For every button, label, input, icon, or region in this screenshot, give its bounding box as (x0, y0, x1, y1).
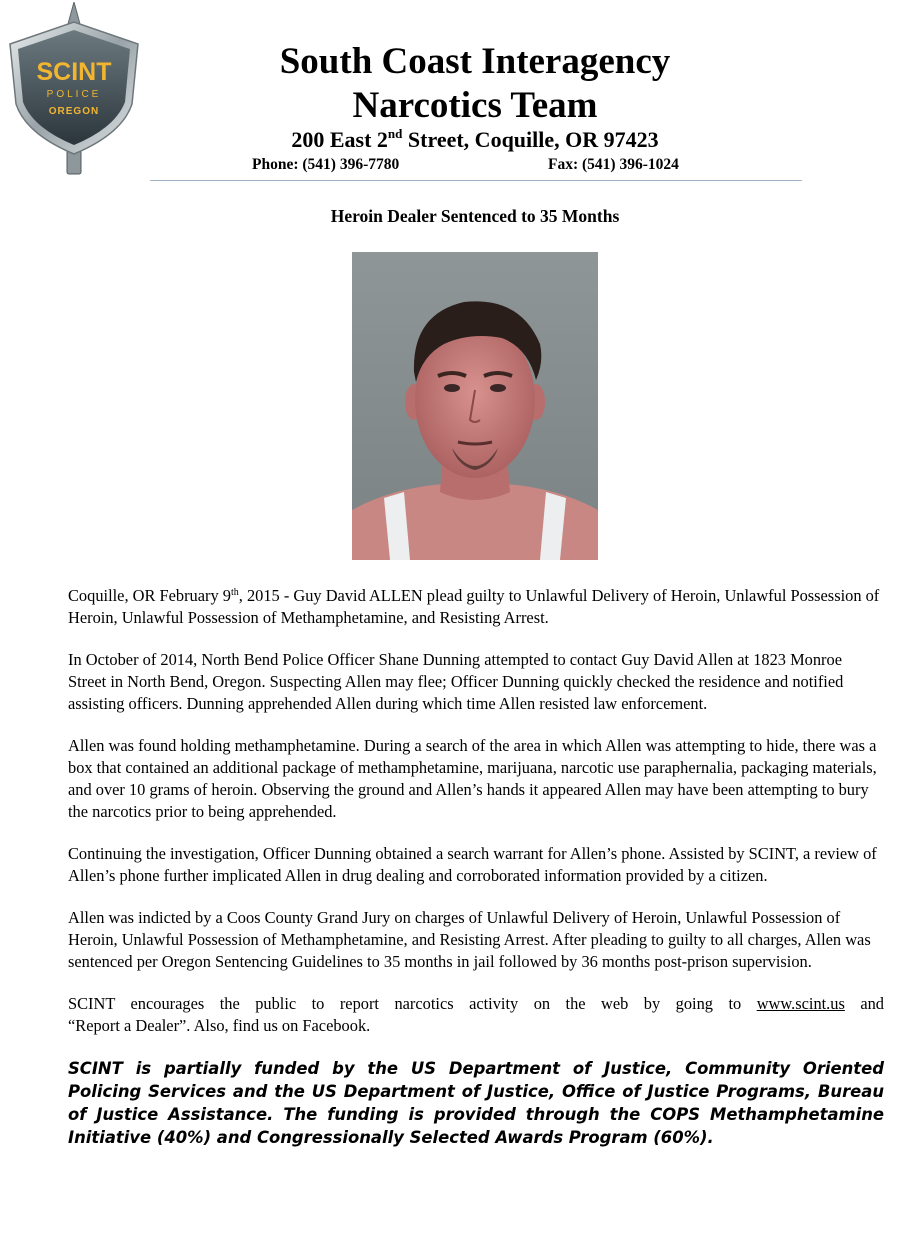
paragraph-plea (68, 585, 884, 629)
scint-police-badge-logo (4, 2, 144, 177)
paragraph-investigation: Continuing the investigation, Officer Dunning obtained a search warrant for Allen’s phone. Assisted by SCINT, a review of Allen’s phone further implicated Allen in drug dealing and corroborated information provided by a citizen. (68, 844, 877, 885)
mugshot-photo (352, 252, 598, 560)
address-part-2: Street, Coquille, OR 97423 (402, 127, 659, 152)
report-line-2: “Report a Dealer”. Also, find us on Facebook. (68, 1016, 371, 1035)
paragraph-search: Allen was found holding methamphetamine. During a search of the area in which Allen was attempting to hide, there was a box that contained an additional package of methamphetamine, marijuana, narcotic use paraphernalia, packaging materials, and over 10 grams of heroin. Observing the ground and Allen’s hands it appeared Allen may have been attempting to bury the narcotics prior to being apprehended. (68, 736, 877, 821)
scint-website-link[interactable]: www.scint.us (756, 994, 845, 1013)
press-release-headline: Heroin Dealer Sentenced to 35 Months (330, 206, 620, 226)
report-text-1: SCINT encourages the public to report narcotics activity on the web by going to (68, 994, 757, 1013)
report-line-1 (68, 993, 884, 1015)
logo-text-oregon: OREGON (48, 106, 100, 117)
paragraph-arrest: In October of 2014, North Bend Police Officer Shane Dunning attempted to contact Guy David Allen at 1823 Monroe Street in North Bend, Oregon. Suspecting Allen may flee; Officer Dunning quickly checked the residence and notified assisting officers. Dunning apprehended Allen during which time Allen resisted law enforcement. (68, 650, 844, 713)
phone-number: Phone: (541) 396-7780 (252, 156, 400, 173)
dateline-part-1: Coquille, OR February 9 (68, 586, 231, 605)
paragraph-sentencing: Allen was indicted by a Coos County Grand Jury on charges of Unlawful Delivery of Heroin, Unlawful Possession of Heroin, Unlawful Possession of Methamphetamine, and Resisting Arrest. After pleading to guilty to all charges, Allen was sentenced per Oregon Sentencing Guidelines to 35 months in jail followed by 36 months post-prison supervision. (68, 908, 871, 971)
address-part-1: 200 East 2 (291, 127, 388, 152)
paragraph-report-dealer (68, 993, 884, 1037)
press-release-body (68, 585, 884, 1149)
funding-statement: SCINT is partially funded by the US Department of Justice, Community Oriented Policing Services and the US Department of Justice, Office of Justice Programs, Bureau of Justice Assistance. The funding is provided through the COPS Methamphetamine Initiative (40%) and Congressionally Selected Awards Program (60%). (68, 1059, 884, 1147)
header-divider (150, 180, 802, 181)
fax-number: Fax: (541) 396-1024 (548, 156, 679, 173)
logo-text-scint: SCINT (36, 58, 112, 86)
date-ordinal-suffix: th (230, 587, 239, 598)
organization-name-line-2: Narcotics Team (352, 85, 598, 126)
logo-text-police: POLICE (46, 89, 102, 100)
dateline-part-2: , 2015 - Guy David ALLEN plead guilty to Unlawful Delivery of Heroin, Unlawful Possession of Heroin, Unlawful Possession of Methamphetamine, and Resisting Arrest. (68, 586, 880, 627)
address-ordinal-suffix: nd (387, 126, 403, 141)
report-text-2: and (844, 994, 884, 1013)
organization-name-line-1: South Coast Interagency (279, 41, 671, 82)
organization-address (150, 126, 800, 154)
